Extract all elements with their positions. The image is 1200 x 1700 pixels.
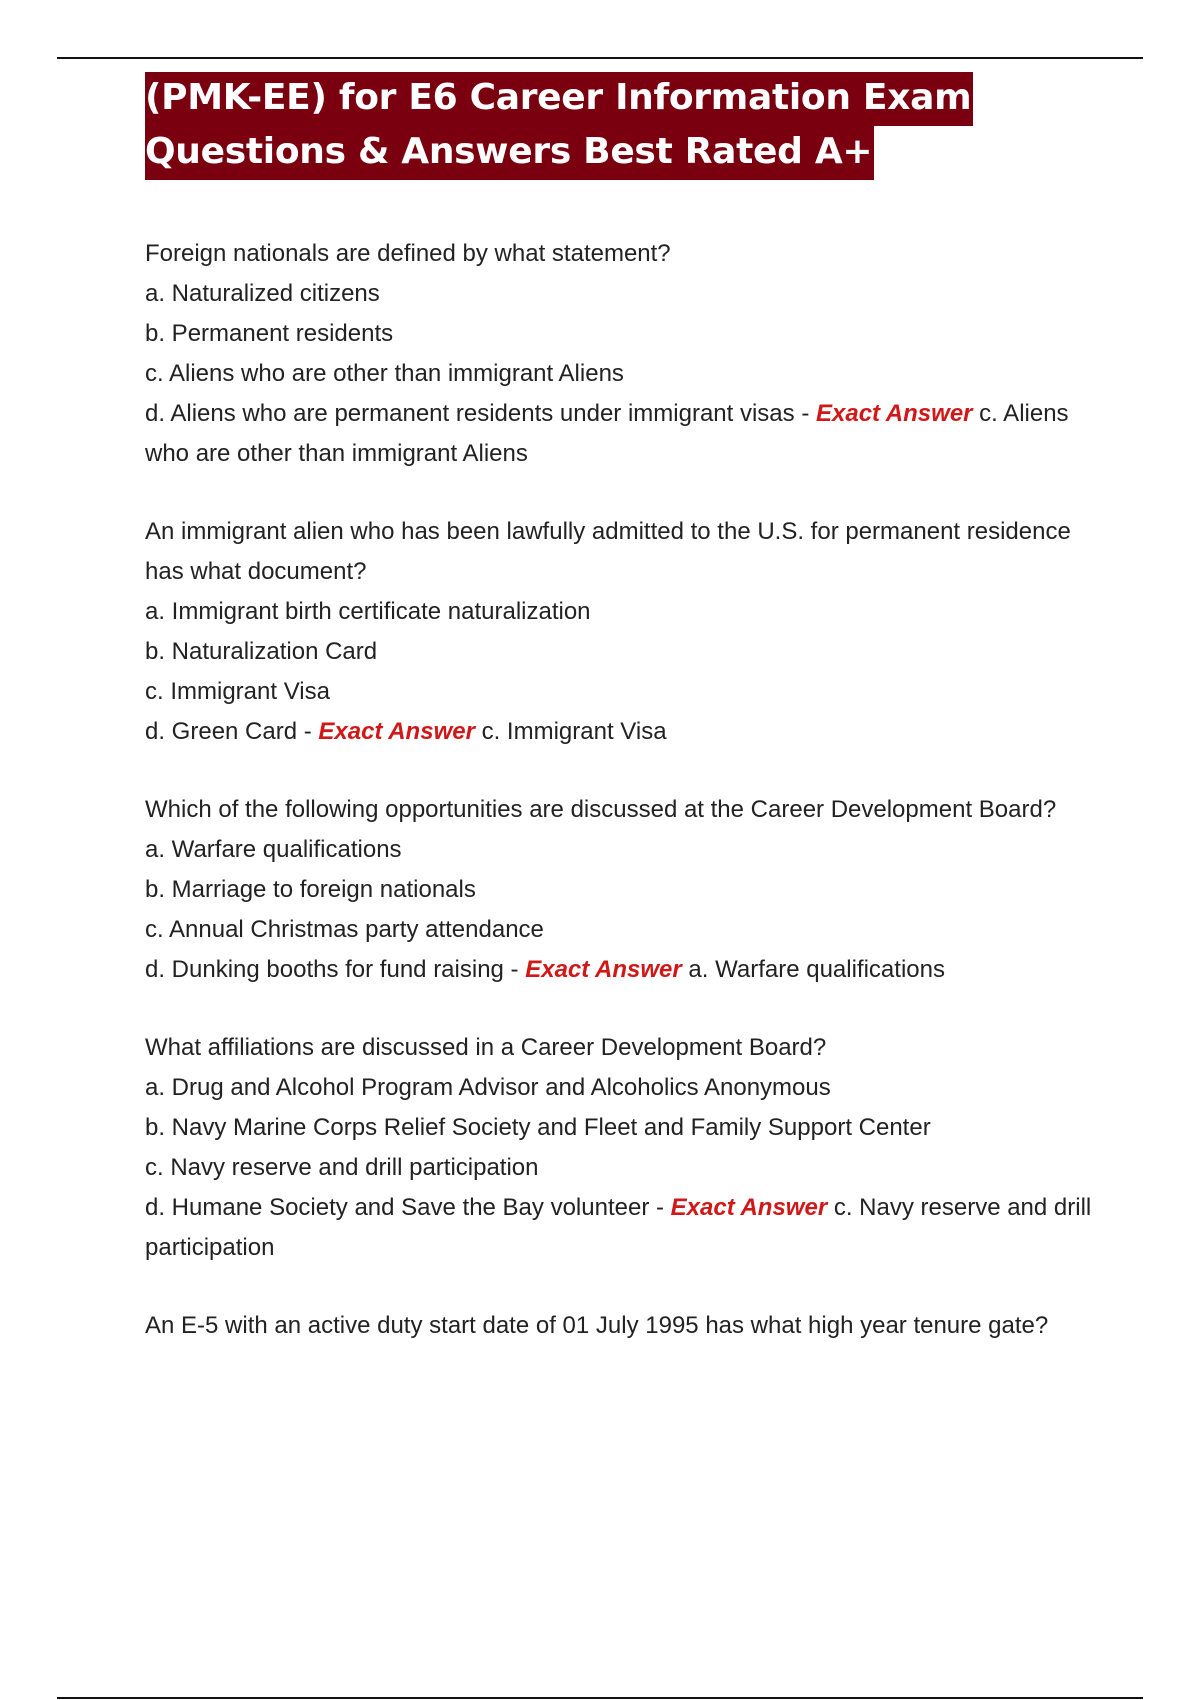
option-d-with-answer — [145, 394, 1095, 474]
option-c: c. Aliens who are other than immigrant Aliens — [145, 360, 624, 387]
title-line-2: Questions & Answers Best Rated A+ — [145, 126, 874, 180]
qa-item — [145, 1306, 1095, 1346]
option-a: a. Drug and Alcohol Program Advisor and Alcoholics Anonymous — [145, 1074, 831, 1101]
qa-item — [145, 234, 1095, 474]
exact-answer-label: Exact Answer — [670, 1194, 828, 1221]
exact-answer-label: Exact Answer — [318, 718, 475, 745]
option-d: d. Aliens who are permanent residents under immigrant visas - — [145, 400, 810, 427]
option-a: a. Warfare qualifications — [145, 836, 402, 863]
qa-item — [145, 790, 1095, 990]
title-line-1: (PMK-EE) for E6 Career Information Exam — [145, 72, 973, 126]
option-d-with-answer — [145, 712, 1095, 752]
option-d: d. Green Card - — [145, 718, 312, 745]
qa-item — [145, 1028, 1095, 1268]
header-rule — [57, 57, 1143, 59]
option-b: b. Permanent residents — [145, 320, 394, 347]
question-text: What affiliations are discussed in a Career Development Board? — [145, 1034, 827, 1061]
question-text: An immigrant alien who has been lawfully admitted to the U.S. for permanent residence has what document? — [145, 518, 1071, 585]
answer-text: c. Navy reserve and drill participation — [145, 1194, 1092, 1261]
option-c: c. Immigrant Visa — [145, 678, 330, 705]
option-d-with-answer — [145, 1188, 1095, 1268]
footer-rule — [57, 1697, 1143, 1699]
option-a: a. Naturalized citizens — [145, 280, 380, 307]
document-title — [145, 72, 1065, 180]
option-d: d. Humane Society and Save the Bay volunteer - — [145, 1194, 664, 1221]
answer-text: a. Warfare qualifications — [688, 956, 945, 983]
question-text: Foreign nationals are defined by what statement? — [145, 240, 671, 267]
option-a: a. Immigrant birth certificate naturalization — [145, 598, 591, 625]
option-d-with-answer — [145, 950, 1095, 990]
option-b: b. Navy Marine Corps Relief Society and Fleet and Family Support Center — [145, 1114, 931, 1141]
option-b: b. Naturalization Card — [145, 638, 378, 665]
exact-answer-label: Exact Answer — [815, 400, 973, 427]
question-text: Which of the following opportunities are discussed at the Career Development Board? — [145, 796, 1057, 823]
answer-text: c. Immigrant Visa — [481, 718, 667, 745]
answer-text: c. Aliens who are other than immigrant Aliens — [145, 400, 1069, 467]
qa-list — [145, 234, 1095, 1384]
exact-answer-label: Exact Answer — [525, 956, 682, 983]
option-b: b. Marriage to foreign nationals — [145, 876, 476, 903]
option-d: d. Dunking booths for fund raising - — [145, 956, 519, 983]
qa-item — [145, 512, 1095, 752]
question-text: An E-5 with an active duty start date of 01 July 1995 has what high year tenure gate? — [145, 1312, 1049, 1339]
option-c: c. Navy reserve and drill participation — [145, 1154, 539, 1181]
option-c: c. Annual Christmas party attendance — [145, 916, 544, 943]
